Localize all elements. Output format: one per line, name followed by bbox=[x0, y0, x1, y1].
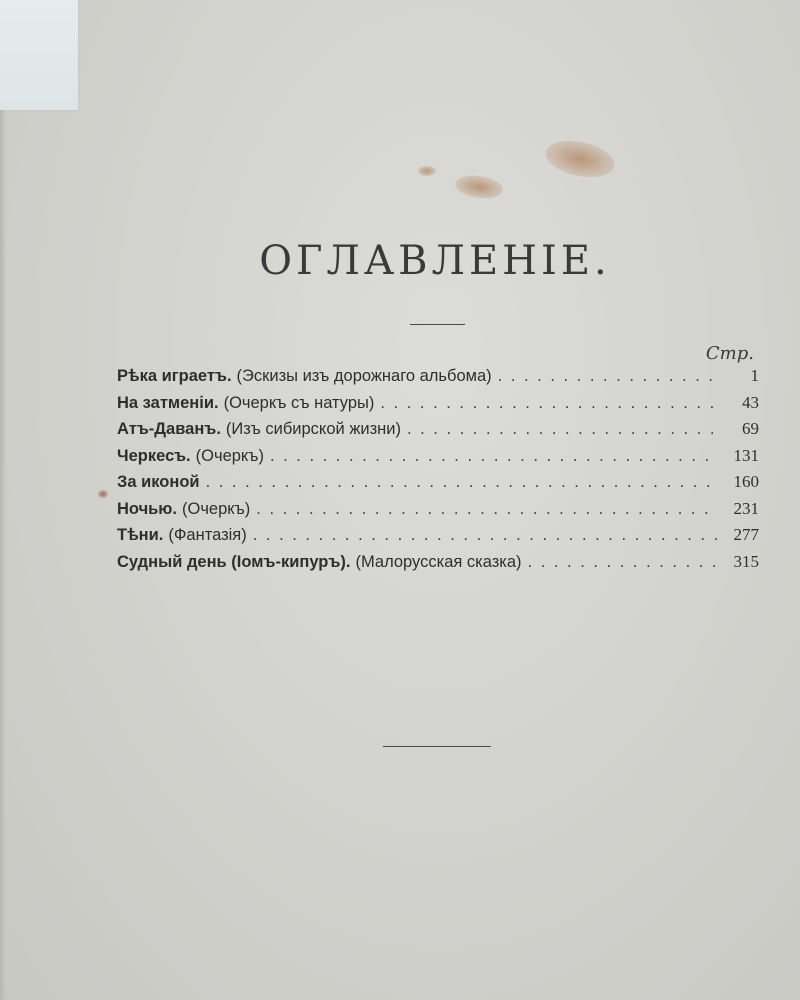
toc-leader-dots bbox=[256, 500, 717, 519]
foxing-stain bbox=[454, 173, 505, 201]
toc-entry bbox=[117, 499, 759, 526]
toc-entry-page: 277 bbox=[733, 525, 759, 544]
toc-entry-page: 43 bbox=[742, 392, 759, 412]
toc-entry-subtitle: (Малорусская сказка) bbox=[355, 552, 522, 571]
toc-entry bbox=[117, 525, 759, 552]
toc-entry-title: Ночью. bbox=[117, 499, 177, 518]
toc-entry-page: 231 bbox=[733, 498, 759, 518]
toc-entry-title: На затменіи. bbox=[117, 393, 219, 412]
toc-leader-dots bbox=[253, 526, 717, 545]
toc-entry-subtitle: (Изъ сибирской жизни) bbox=[225, 420, 401, 438]
foxing-stain bbox=[418, 166, 436, 176]
toc-entry-subtitle: (Фантазія) bbox=[168, 526, 247, 544]
toc-entry-title: Черкесъ. bbox=[117, 446, 191, 465]
toc-entry bbox=[117, 446, 759, 473]
toc-leader-dots bbox=[270, 447, 717, 466]
toc-entry-subtitle: (Очеркъ) bbox=[181, 499, 251, 518]
toc-entry bbox=[117, 472, 759, 499]
page-title: ОГЛАВЛЕНІЕ. bbox=[259, 238, 611, 284]
toc-entry bbox=[117, 419, 759, 446]
toc-entry-page: 160 bbox=[733, 472, 759, 491]
toc-leader-dots bbox=[528, 553, 717, 572]
toc-entry-title: За иконой bbox=[117, 473, 200, 491]
toc-entry-subtitle: (Эскизы изъ дорожнаго альбома) bbox=[236, 367, 492, 385]
toc-entry-title: Рѣка играетъ. bbox=[117, 367, 232, 385]
toc-entry-page: 1 bbox=[750, 366, 759, 385]
paper-tab-strip bbox=[0, 0, 79, 111]
foxing-stain bbox=[98, 490, 108, 498]
toc-entry bbox=[117, 393, 759, 420]
toc-entry-title: Судный день (Іомъ-кипуръ). bbox=[117, 552, 351, 571]
toc-leader-dots bbox=[380, 394, 717, 413]
toc-entry-page: 315 bbox=[733, 551, 759, 571]
toc-leader-dots bbox=[206, 473, 717, 492]
toc-entry bbox=[117, 366, 759, 393]
title-divider bbox=[410, 324, 465, 325]
toc-entry-subtitle: (Очеркъ) bbox=[195, 446, 264, 465]
foxing-stain bbox=[542, 135, 618, 183]
page-column-header: Стр. bbox=[705, 343, 754, 364]
toc-leader-dots bbox=[498, 367, 717, 386]
closing-divider bbox=[383, 746, 491, 747]
toc-entry bbox=[117, 552, 759, 579]
toc-entry-page: 131 bbox=[733, 445, 759, 465]
table-of-contents bbox=[117, 366, 759, 578]
toc-entry-title: Тѣни. bbox=[117, 526, 164, 544]
toc-leader-dots bbox=[407, 420, 717, 439]
toc-entry-subtitle: (Очеркъ съ натуры) bbox=[223, 393, 375, 412]
toc-entry-page: 69 bbox=[742, 419, 759, 438]
toc-entry-title: Атъ-Даванъ. bbox=[117, 420, 221, 438]
